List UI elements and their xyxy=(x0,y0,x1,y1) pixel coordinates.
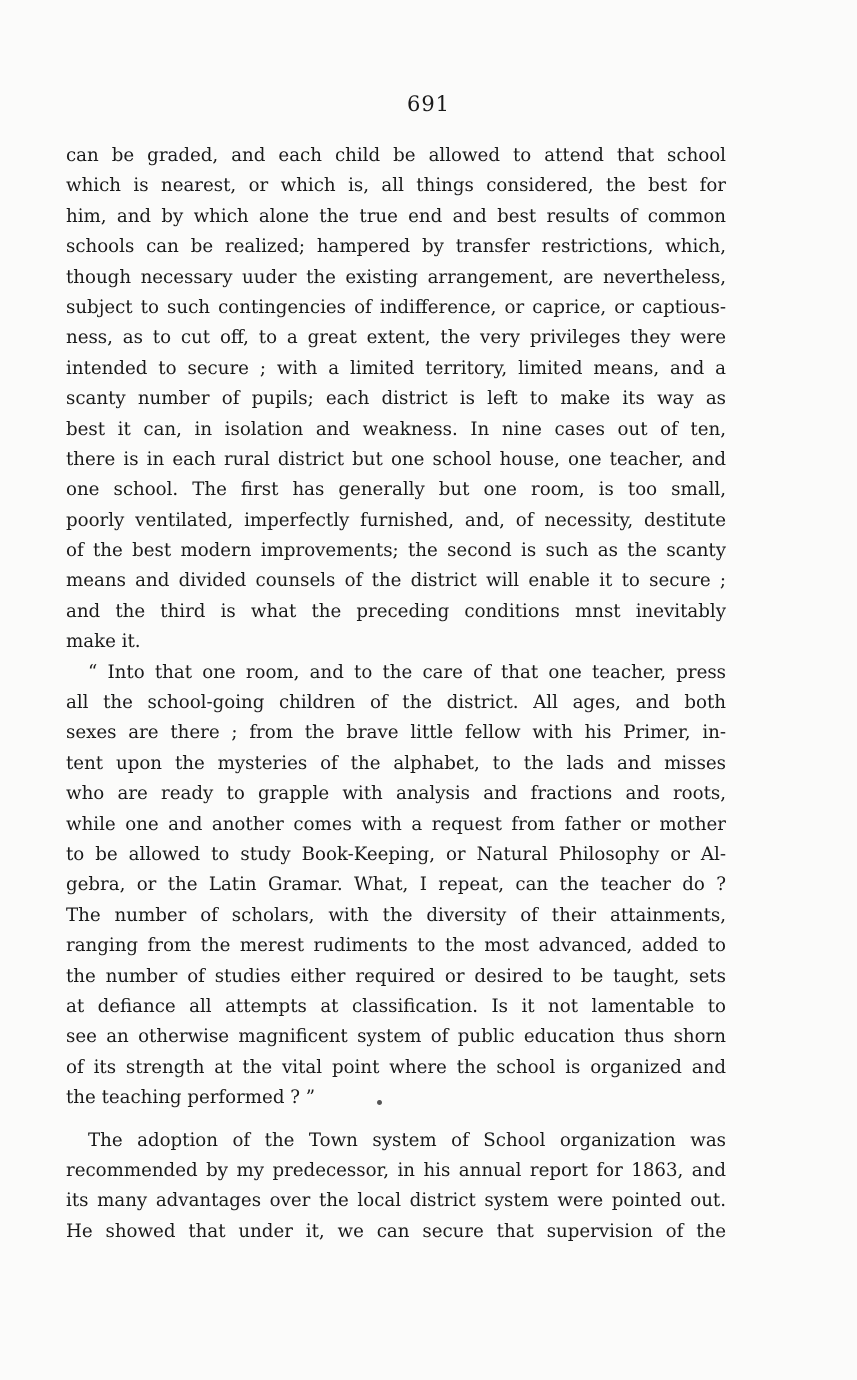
page-number: 691 xyxy=(406,92,451,116)
text-line: of the best modern improvements; the second is such as the scanty xyxy=(66,540,726,562)
text-line: The number of scholars, with the diversity of their attainments, xyxy=(66,904,726,926)
text-line: ness, as to cut off, to a great extent, the very privileges they were xyxy=(66,327,726,349)
text-line: of its strength at the vital point where the school is organized and xyxy=(66,1056,726,1078)
print-speck xyxy=(377,1100,382,1105)
text-line: see an otherwise magnificent system of public education thus shorn xyxy=(66,1026,726,1048)
text-line: The adoption of the Town system of School organization was xyxy=(88,1129,726,1151)
text-line: can be graded, and each child be allowed to attend that school xyxy=(66,145,726,166)
text-line: the teaching performed ? ” xyxy=(66,1087,316,1109)
text-line: which is nearest, or which is, all things considered, the best for xyxy=(66,175,726,197)
text-line: all the school-going children of the district. All ages, and both xyxy=(66,692,726,714)
text-line: sexes are there ; from the brave little fellow with his Primer, in- xyxy=(66,722,726,744)
text-line: “ Into that one room, and to the care of that one teacher, press xyxy=(88,661,726,683)
body-text xyxy=(66,141,726,1247)
text-line: though necessary uuder the existing arrangement, are nevertheless, xyxy=(66,266,726,288)
text-line: schools can be realized; hampered by transfer restrictions, which, xyxy=(66,236,726,258)
text-line: him, and by which alone the true end and best results of common xyxy=(66,205,726,227)
text-line: there is in each rural district but one school house, one teacher, and xyxy=(66,448,726,470)
text-line: the number of studies either required or desired to be taught, sets xyxy=(66,965,726,987)
text-line: its many advantages over the local district system were pointed out. xyxy=(66,1190,726,1212)
text-line: while one and another comes with a request from father or mother xyxy=(66,813,726,835)
text-line: make it. xyxy=(66,631,141,653)
text-line: one school. The first has generally but one room, is too small, xyxy=(66,479,726,501)
text-line: tent upon the mysteries of the alphabet, to the lads and misses xyxy=(66,752,726,774)
text-line: gebra, or the Latin Gramar. What, I repeat, can the teacher do ? xyxy=(66,874,726,896)
paragraph-3 xyxy=(66,1126,726,1248)
text-line: who are ready to grapple with analysis and fractions and roots, xyxy=(66,783,726,805)
text-line: means and divided counsels of the district will enable it to secure ; xyxy=(66,570,726,592)
text-line: subject to such contingencies of indifference, or caprice, or captious- xyxy=(66,296,726,318)
text-line: at defiance all attempts at classification. Is it not lamentable to xyxy=(66,995,726,1017)
text-line: to be allowed to study Book-Keeping, or Natural Philosophy or Al- xyxy=(66,843,726,865)
text-line: ranging from the merest rudiments to the most advanced, added to xyxy=(66,935,726,957)
text-line: scanty number of pupils; each district is left to make its way as xyxy=(66,388,726,410)
text-line: He showed that under it, we can secure that supervision of the xyxy=(66,1220,726,1242)
paragraph-2-quotation xyxy=(66,658,726,1114)
text-line: best it can, in isolation and weakness. In nine cases out of ten, xyxy=(66,418,726,440)
text-line: intended to secure ; with a limited territory, limited means, and a xyxy=(66,357,726,379)
text-line: and the third is what the preceding conditions mnst inevitably xyxy=(66,600,726,622)
text-line: recommended by my predecessor, in his annual report for 1863, and xyxy=(66,1159,726,1181)
paragraph-1 xyxy=(66,141,726,658)
text-line: poorly ventilated, imperfectly furnished, and, of necessity, destitute xyxy=(66,509,726,531)
